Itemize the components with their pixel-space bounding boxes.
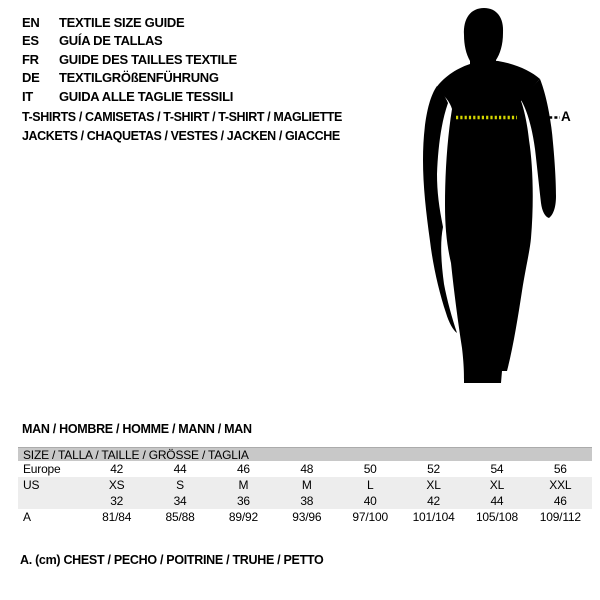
table-row-us-numeric — [18, 493, 592, 509]
table-cell: 42 — [110, 462, 124, 476]
table-cell: 54 — [490, 462, 504, 476]
measure-label-a: A — [561, 109, 571, 124]
table-cell: 44 — [490, 494, 504, 508]
table-cell: XL — [489, 478, 505, 492]
table-cell: 40 — [363, 494, 377, 508]
language-label: TEXTILE SIZE GUIDE — [59, 14, 185, 30]
row-label: Europe — [23, 462, 61, 476]
table-cell: 44 — [173, 462, 187, 476]
language-code: DE — [22, 70, 40, 86]
language-row-de — [22, 69, 237, 88]
row-label: A — [23, 510, 31, 524]
language-code: EN — [22, 14, 40, 30]
measurement-footnote: A. (cm) CHEST / PECHO / POITRINE / TRUHE / PETTO — [20, 553, 324, 567]
language-label: GUIDE DES TAILLES TEXTILE — [59, 51, 237, 67]
language-list — [22, 13, 237, 106]
table-cell: 38 — [300, 494, 314, 508]
row-label: US — [23, 478, 40, 492]
table-cell: S — [176, 478, 184, 492]
table-cell: 109/112 — [539, 510, 581, 524]
table-cell: 89/92 — [228, 510, 258, 524]
table-row-chest-cm — [18, 509, 592, 525]
language-code: IT — [22, 88, 33, 104]
table-cell: 50 — [363, 462, 377, 476]
table-cell: 85/88 — [165, 510, 195, 524]
table-cell: 48 — [300, 462, 314, 476]
table-cell: 101/104 — [412, 510, 455, 524]
silhouette-torso-legs — [436, 61, 540, 383]
language-code: ES — [22, 33, 39, 49]
table-cell: XXL — [549, 478, 572, 492]
table-cell: 81/84 — [102, 510, 132, 524]
table-row-europe — [18, 461, 592, 477]
table-cell: 105/108 — [475, 510, 518, 524]
table-cell: 46 — [236, 462, 250, 476]
section-title-man: MAN / HOMBRE / HOMME / MANN / MAN — [22, 422, 252, 436]
table-cell: 34 — [173, 494, 187, 508]
language-row-it — [22, 87, 237, 106]
language-code: FR — [22, 51, 39, 67]
language-row-es — [22, 32, 237, 51]
size-table-header: SIZE / TALLA / TAILLE / GRÖSSE / TAGLIA — [18, 447, 592, 461]
table-row-us-letter — [18, 477, 592, 493]
category-line-jackets: JACKETS / CHAQUETAS / VESTES / JACKEN / GIACCHE — [22, 129, 340, 143]
table-cell: XS — [108, 478, 125, 492]
table-cell: 56 — [553, 462, 567, 476]
garment-categories — [22, 108, 342, 146]
table-cell: 97/100 — [352, 510, 388, 524]
language-label: GUIDA ALLE TAGLIE TESSILI — [59, 88, 234, 104]
table-cell: 46 — [553, 494, 567, 508]
language-row-en — [22, 13, 237, 32]
table-cell: M — [238, 478, 249, 492]
table-cell: M — [301, 478, 312, 492]
man-silhouette-figure — [400, 0, 600, 400]
table-cell: L — [366, 478, 374, 492]
table-cell: 93/96 — [292, 510, 322, 524]
table-cell: 32 — [110, 494, 124, 508]
silhouette-head — [464, 8, 503, 70]
language-row-fr — [22, 50, 237, 69]
table-cell: XL — [426, 478, 441, 492]
size-table — [18, 447, 592, 525]
language-label: GUÍA DE TALLAS — [59, 33, 163, 49]
language-label: TEXTILGRÖßENFÜHRUNG — [59, 70, 219, 86]
table-cell: 36 — [236, 494, 250, 508]
table-cell: 42 — [427, 494, 441, 508]
category-line-tshirts: T-SHIRTS / CAMISETAS / T-SHIRT / T-SHIRT / MAGLIETTE — [22, 110, 342, 124]
table-cell: 52 — [427, 462, 441, 476]
man-silhouette-svg — [400, 0, 600, 400]
